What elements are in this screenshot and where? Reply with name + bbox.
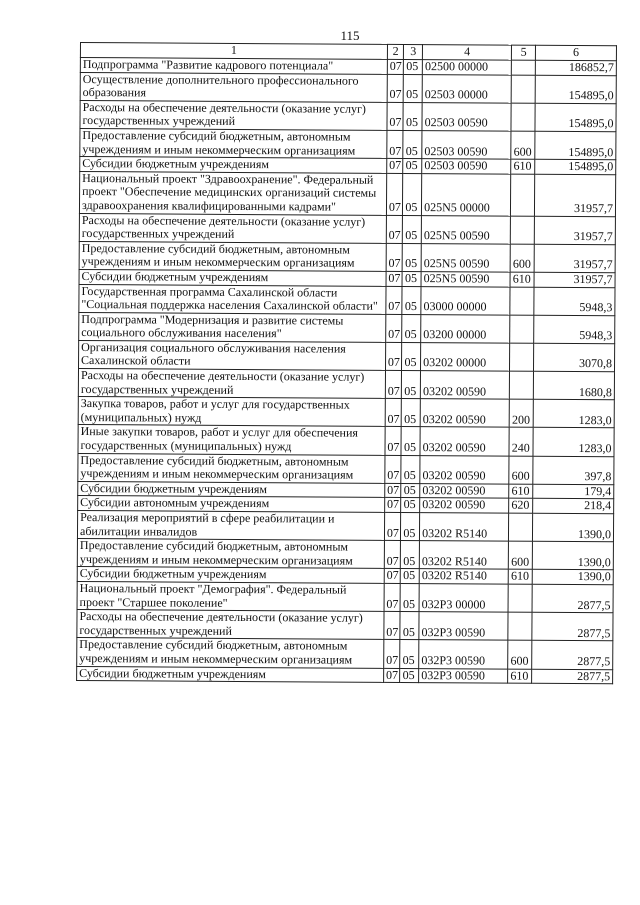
row-section: 07 xyxy=(384,512,401,540)
table-row xyxy=(77,666,613,684)
row-subsection: 05 xyxy=(403,159,422,174)
row-expense-type xyxy=(511,75,535,103)
table-row xyxy=(80,72,616,103)
page-number: 115 xyxy=(340,28,360,43)
row-amount: 179,4 xyxy=(533,484,614,499)
row-name: Закупка товаров, работ и услуг для государственных (муниципальных) нужд xyxy=(78,397,385,427)
row-amount: 2877,5 xyxy=(532,669,613,684)
row-target-code: 03202 00590 xyxy=(420,399,509,428)
row-expense-type: 600 xyxy=(511,131,535,159)
row-target-code: 025N5 00590 xyxy=(421,271,510,286)
row-expense-type: 200 xyxy=(509,399,533,427)
row-expense-type xyxy=(511,216,535,244)
budget-table xyxy=(76,42,617,684)
row-amount: 2877,5 xyxy=(532,612,613,641)
row-section: 07 xyxy=(384,640,401,668)
row-target-code: 025N5 00590 xyxy=(421,215,510,244)
row-section: 07 xyxy=(386,243,403,271)
row-subsection: 05 xyxy=(401,427,420,455)
header-cell: 2 xyxy=(387,44,404,59)
row-section: 07 xyxy=(386,215,403,243)
row-subsection: 05 xyxy=(400,640,419,668)
row-amount: 3070,8 xyxy=(534,343,615,372)
row-amount: 1390,0 xyxy=(532,570,613,585)
table-row xyxy=(78,397,614,428)
table-row xyxy=(78,453,614,484)
table-row xyxy=(79,312,615,343)
row-subsection: 05 xyxy=(403,243,422,271)
row-subsection: 05 xyxy=(402,271,421,286)
row-amount: 1390,0 xyxy=(533,513,614,542)
row-amount: 186852,7 xyxy=(535,60,616,75)
row-subsection: 05 xyxy=(402,371,421,399)
row-amount: 154895,0 xyxy=(535,75,616,104)
row-amount: 2877,5 xyxy=(532,584,613,613)
row-name: Субсидии бюджетным учреждениям xyxy=(77,666,384,682)
row-subsection: 05 xyxy=(401,541,420,569)
row-expense-type xyxy=(508,584,532,612)
row-amount: 5948,3 xyxy=(534,287,615,316)
row-section: 07 xyxy=(387,59,404,74)
row-target-code: 025N5 00000 xyxy=(422,173,511,215)
row-name: Национальный проект "Здравоохранение". Федеральный проект "Обеспечение медицинских организаций системы здравоохранения квалифицированными кадрами" xyxy=(79,171,386,215)
row-section: 07 xyxy=(387,74,404,102)
row-target-code: 02503 00590 xyxy=(422,102,511,131)
row-expense-type xyxy=(509,513,533,541)
row-name: Предоставление субсидий бюджетным, автономным учреждениям и иным некоммерческим организациям xyxy=(79,241,386,271)
row-name: Предоставление субсидий бюджетным, автономным учреждениям и иным некоммерческим организациям xyxy=(78,453,385,483)
table-row xyxy=(79,213,615,244)
row-section: 07 xyxy=(387,102,404,130)
row-amount: 1283,0 xyxy=(533,428,614,457)
row-section: 07 xyxy=(385,483,402,498)
row-section: 07 xyxy=(383,668,400,683)
row-subsection: 05 xyxy=(401,512,420,540)
row-subsection: 05 xyxy=(403,102,422,130)
row-target-code: 03202 00590 xyxy=(420,371,509,400)
row-target-code: 02503 00000 xyxy=(422,74,511,103)
row-amount: 31957,7 xyxy=(534,244,615,273)
row-name: Предоставление субсидий бюджетным, автономным учреждениям и иным некоммерческим организациям xyxy=(77,638,384,668)
row-section: 07 xyxy=(386,286,403,314)
row-target-code: 02503 00590 xyxy=(422,131,511,160)
row-target-code: 032P3 00590 xyxy=(419,640,508,669)
row-name: Государственная программа Сахалинской области "Социальная поддержка населения Сахалинской области" xyxy=(79,284,386,314)
row-subsection: 05 xyxy=(403,173,422,215)
row-amount: 31957,7 xyxy=(535,174,616,216)
row-section: 07 xyxy=(384,583,401,611)
row-name: Предоставление субсидий бюджетным, автономным учреждениям и иным некоммерческим организациям xyxy=(77,539,384,569)
row-name: Организация социального обслуживания населения Сахалинской области xyxy=(79,340,386,370)
table-row xyxy=(79,340,615,371)
row-name: Субсидии автономным учреждениям xyxy=(78,496,385,512)
row-amount: 218,4 xyxy=(533,499,614,514)
row-name: Подпрограмма "Развитие кадрового потенциала" xyxy=(80,58,387,74)
row-name: Предоставление субсидий бюджетным, автономным учреждениям и иным некоммерческим организациям xyxy=(80,128,387,158)
table-row xyxy=(79,241,615,272)
row-expense-type: 600 xyxy=(509,456,533,484)
row-amount: 154895,0 xyxy=(535,131,616,160)
row-subsection: 05 xyxy=(401,455,420,483)
row-amount: 154895,0 xyxy=(535,103,616,132)
row-expense-type: 610 xyxy=(508,669,532,684)
table-row xyxy=(78,369,614,400)
row-target-code: 032P3 00000 xyxy=(419,584,508,613)
row-name: Субсидии бюджетным учреждениям xyxy=(77,567,384,583)
row-subsection: 05 xyxy=(402,342,421,370)
row-amount: 2877,5 xyxy=(532,641,613,670)
row-target-code: 02503 00590 xyxy=(422,159,511,174)
header-cell: 1 xyxy=(80,43,387,60)
row-expense-type xyxy=(508,612,532,640)
row-expense-type xyxy=(510,315,534,343)
row-expense-type xyxy=(512,60,536,75)
table-row xyxy=(77,638,613,669)
row-subsection: 05 xyxy=(401,569,420,584)
row-expense-type xyxy=(510,371,534,399)
table-row xyxy=(77,510,613,541)
row-amount: 31957,7 xyxy=(534,216,615,245)
row-name: Иные закупки товаров, работ и услуг для обеспечения государственных (муниципальных) нужд xyxy=(78,425,385,455)
row-subsection: 05 xyxy=(403,215,422,243)
row-name: Реализация мероприятий в сфере реабилитации и абилитации инвалидов xyxy=(77,510,384,540)
row-name: Национальный проект "Демография". Федеральный проект "Старшее поколение" xyxy=(77,581,384,611)
row-section: 07 xyxy=(385,427,402,455)
table-row xyxy=(77,610,613,641)
row-subsection: 05 xyxy=(402,399,421,427)
row-target-code: 03202 00590 xyxy=(420,483,509,498)
row-expense-type xyxy=(511,174,535,216)
row-subsection: 05 xyxy=(400,612,419,640)
row-expense-type: 610 xyxy=(509,484,533,499)
row-amount: 5948,3 xyxy=(534,315,615,344)
table-row xyxy=(79,171,615,216)
row-name: Расходы на обеспечение деятельности (оказание услуг) государственных учреждений xyxy=(79,213,386,243)
table-row xyxy=(78,425,614,456)
row-section: 07 xyxy=(386,271,403,286)
row-subsection: 05 xyxy=(404,74,423,102)
row-section: 07 xyxy=(384,612,401,640)
row-target-code: 03202 R5140 xyxy=(419,569,508,584)
row-expense-type: 600 xyxy=(508,640,532,668)
table-body xyxy=(77,58,617,684)
row-target-code: 03000 00000 xyxy=(421,286,510,315)
row-section: 07 xyxy=(385,370,402,398)
header-cell: 5 xyxy=(512,45,536,60)
table-row xyxy=(80,100,616,131)
row-subsection: 05 xyxy=(404,59,423,74)
row-amount: 154895,0 xyxy=(535,159,616,174)
row-target-code: 032P3 00590 xyxy=(419,668,508,683)
row-subsection: 05 xyxy=(402,286,421,314)
row-subsection: 05 xyxy=(401,498,420,513)
row-expense-type: 600 xyxy=(509,541,533,569)
row-subsection: 05 xyxy=(402,314,421,342)
row-name: Подпрограмма "Модернизация и развитие системы социального обслуживания населения" xyxy=(79,312,386,342)
row-name: Расходы на обеспечение деятельности (оказание услуг) государственных учреждений xyxy=(80,100,387,130)
row-target-code: 03202 R5140 xyxy=(420,513,509,542)
row-name: Расходы на обеспечение деятельности (оказание услуг) государственных учреждений xyxy=(77,610,384,640)
row-name: Субсидии бюджетным учреждениям xyxy=(80,157,387,173)
header-cell: 6 xyxy=(536,45,617,60)
header-cell: 4 xyxy=(423,45,512,61)
row-expense-type: 610 xyxy=(511,159,535,174)
row-expense-type xyxy=(510,287,534,315)
row-target-code: 03202 R5140 xyxy=(419,541,508,570)
row-name: Субсидии бюджетным учреждениям xyxy=(78,481,385,497)
row-section: 07 xyxy=(385,498,402,513)
row-amount: 1283,0 xyxy=(533,400,614,429)
row-target-code: 025N5 00590 xyxy=(421,243,510,272)
table-row xyxy=(77,581,613,612)
row-amount: 397,8 xyxy=(533,456,614,485)
row-name: Субсидии бюджетным учреждениям xyxy=(79,269,386,285)
row-section: 07 xyxy=(387,159,404,174)
row-target-code: 02500 00000 xyxy=(422,60,511,75)
table-row xyxy=(80,128,616,159)
row-expense-type: 600 xyxy=(510,244,534,272)
row-section: 07 xyxy=(387,130,404,158)
row-section: 07 xyxy=(385,455,402,483)
row-target-code: 03202 00590 xyxy=(420,498,509,513)
table-row xyxy=(79,284,615,315)
row-expense-type: 610 xyxy=(510,272,534,287)
row-section: 07 xyxy=(385,399,402,427)
row-target-code: 03202 00590 xyxy=(420,455,509,484)
row-expense-type: 620 xyxy=(509,499,533,514)
row-section: 07 xyxy=(386,314,403,342)
row-section: 07 xyxy=(386,173,403,215)
row-subsection: 05 xyxy=(400,583,419,611)
row-name: Расходы на обеспечение деятельности (оказание услуг) государственных учреждений xyxy=(78,369,385,399)
row-target-code: 032P3 00590 xyxy=(419,612,508,641)
row-expense-type xyxy=(511,103,535,131)
row-expense-type: 240 xyxy=(509,428,533,456)
row-target-code: 03202 00590 xyxy=(420,427,509,456)
row-amount: 31957,7 xyxy=(534,272,615,287)
row-target-code: 03200 00000 xyxy=(421,314,510,343)
row-subsection: 05 xyxy=(403,130,422,158)
table-row xyxy=(77,539,613,570)
row-amount: 1390,0 xyxy=(532,541,613,570)
row-section: 07 xyxy=(384,541,401,569)
row-target-code: 03202 00000 xyxy=(421,342,510,371)
row-subsection: 05 xyxy=(400,668,419,683)
row-expense-type: 610 xyxy=(508,570,532,585)
row-amount: 1680,8 xyxy=(533,371,614,400)
row-expense-type xyxy=(510,343,534,371)
row-section: 07 xyxy=(384,569,401,584)
header-cell: 3 xyxy=(404,44,423,59)
row-subsection: 05 xyxy=(401,483,420,498)
row-name: Осуществление дополнительного профессионального образования xyxy=(80,72,387,102)
row-section: 07 xyxy=(385,342,402,370)
